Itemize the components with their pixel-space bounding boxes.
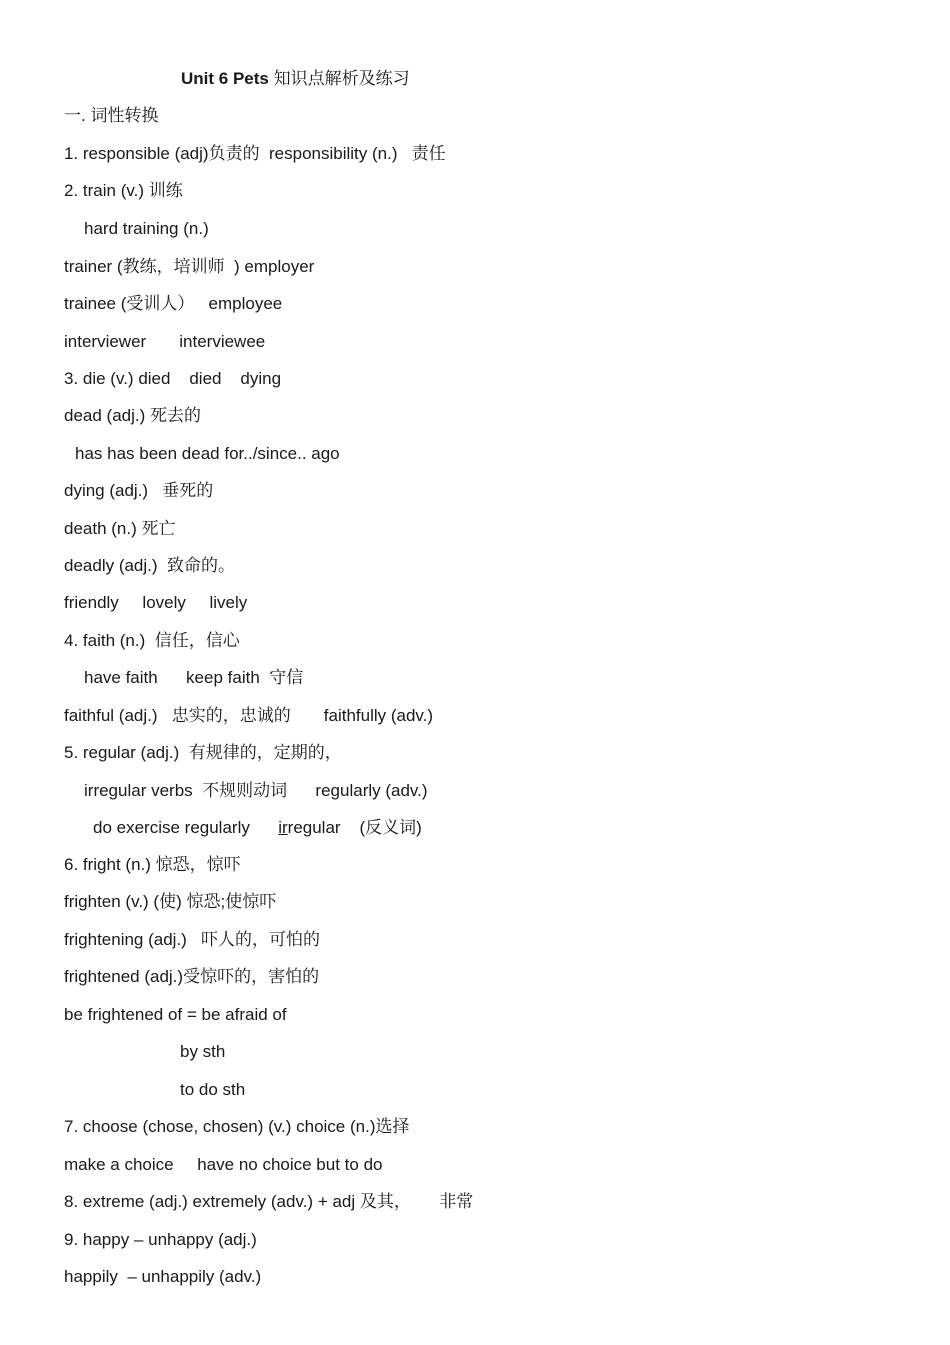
text-line: happily – unhappily (adv.): [64, 1267, 262, 1286]
text-line: 4. faith (n.) 信任，信心: [64, 631, 240, 650]
text-line: 1. responsible (adj)负责的 responsibility (n.) 责任: [64, 144, 446, 163]
title-chinese: 知识点解析及练习: [273, 69, 410, 88]
section-heading: 一. 词性转换: [64, 106, 159, 125]
text-line: be frightened of = be afraid of: [64, 1005, 287, 1024]
text-line: death (n.) 死亡: [64, 519, 176, 538]
text-line: frightening (adj.) 吓人的，可怕的: [64, 930, 321, 949]
text-line: 7. choose (chose, chosen) (v.) choice (n.)选择: [64, 1117, 410, 1136]
title-english: Unit 6 Pets: [181, 69, 269, 88]
page-title: [181, 68, 410, 90]
text-line: frighten (v.) (使) 惊恐;使惊吓: [64, 892, 277, 911]
text-line: make a choice have no choice but to do: [64, 1155, 383, 1174]
underlined-prefix: ir: [278, 818, 288, 837]
text-line: 6. fright (n.) 惊恐，惊吓: [64, 855, 241, 874]
text-line: frightened (adj.)受惊吓的，害怕的: [64, 967, 320, 986]
text-fragment: regular: [287, 818, 341, 837]
text-line: friendly lovely lively: [64, 593, 248, 612]
text-line: hard training (n.): [84, 219, 209, 238]
text-line: 9. happy – unhappy (adj.): [64, 1230, 257, 1249]
text-line: have faith keep faith 守信: [84, 668, 304, 687]
text-line: 3. die (v.) died died dying: [64, 369, 282, 388]
text-line: faithful (adj.) 忠实的，忠诚的 faithfully (adv.): [64, 706, 434, 725]
text-line: 5. regular (adj.) 有规律的，定期的，: [64, 743, 342, 762]
text-line: dead (adj.) 死去的: [64, 406, 201, 425]
text-line: dying (adj.) 垂死的: [64, 481, 214, 500]
text-line: to do sth: [180, 1080, 246, 1099]
text-line: trainee (受训人） employee: [64, 294, 283, 313]
text-line: deadly (adj.) 致命的。: [64, 556, 235, 575]
text-fragment: do exercise regularly: [93, 818, 250, 837]
text-line: 8. extreme (adj.) extremely (adv.) + adj 及其， 非常: [64, 1192, 474, 1211]
text-line: 2. train (v.) 训练: [64, 181, 183, 200]
text-line: interviewer interviewee: [64, 332, 266, 351]
text-line: trainer (教练，培训师 ) employer: [64, 257, 315, 276]
text-line: has has been dead for../since.. ago: [75, 444, 340, 463]
text-fragment: (反义词): [359, 818, 422, 837]
text-line: irregular verbs 不规则动词 regularly (adv.): [84, 781, 428, 800]
text-line: [93, 817, 422, 839]
text-line: by sth: [180, 1042, 226, 1061]
